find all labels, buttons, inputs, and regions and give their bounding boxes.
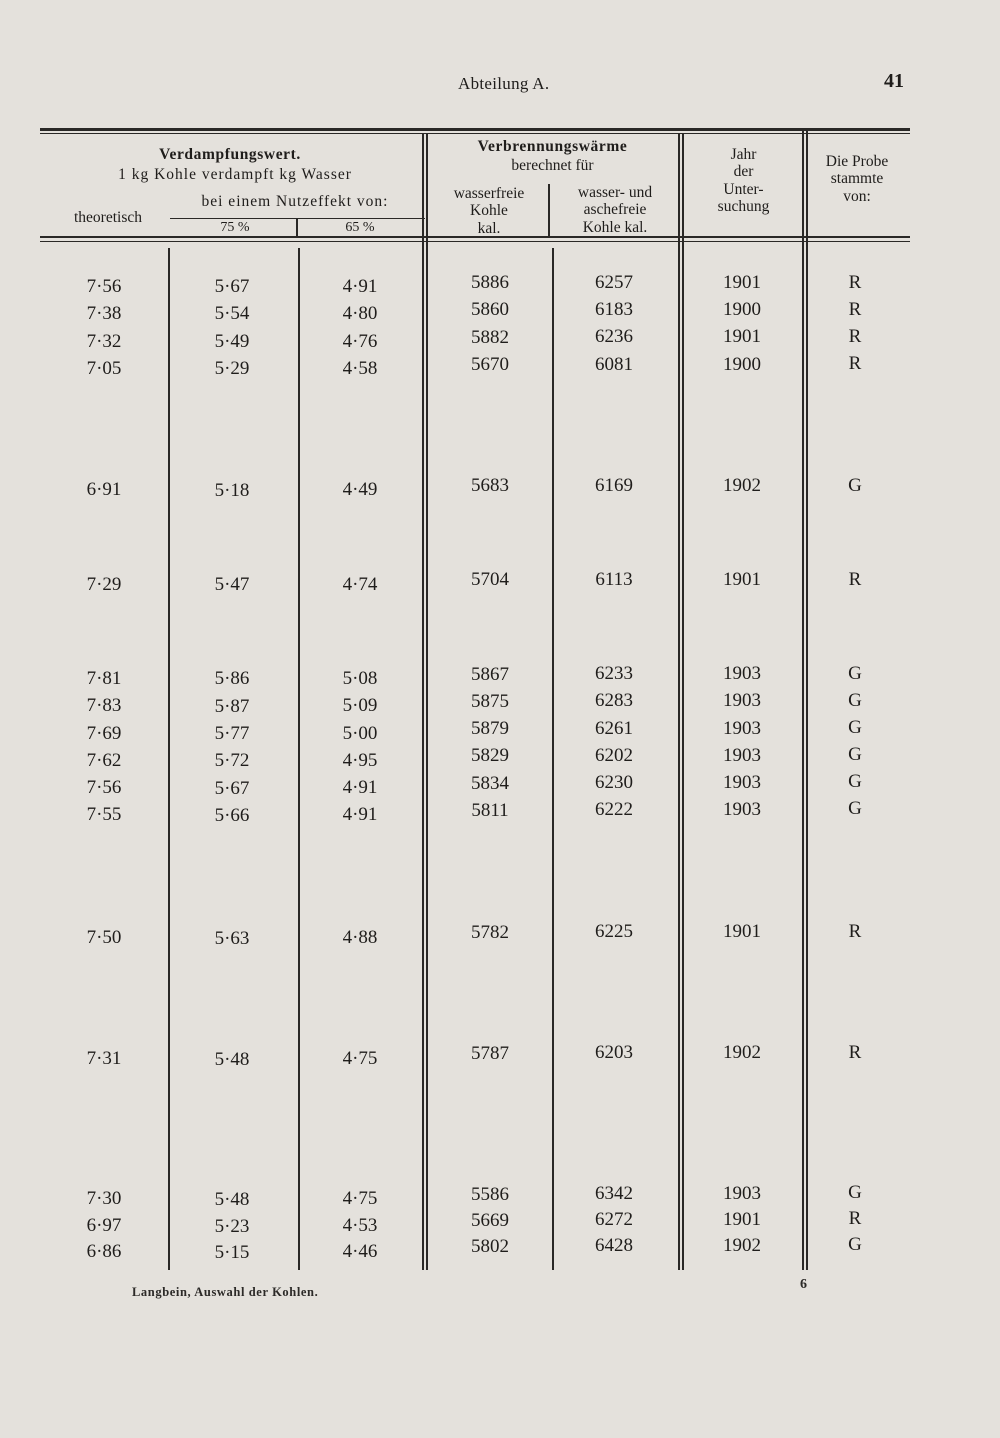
cell-jahr: 1903 (723, 717, 761, 739)
cell-probe: G (848, 1181, 862, 1203)
cell-jahr: 1900 (723, 353, 761, 375)
cell-probe: G (848, 1234, 862, 1255)
col-header-line: Kohle kal. (582, 218, 648, 236)
cell-65: 4·80 (342, 303, 378, 325)
cell-probe: G (848, 662, 862, 684)
cell-theoretisch: 6·97 (86, 1214, 122, 1236)
cell-aschefreie: 6222 (595, 799, 633, 821)
column-divider (298, 248, 300, 1270)
col-header-line: Unter- (723, 180, 764, 198)
group2-title: Verbrennungswärme (477, 138, 628, 155)
cell-75: 5·66 (214, 805, 250, 827)
cell-75: 5·23 (214, 1215, 250, 1237)
cell-aschefreie: 6183 (595, 299, 633, 321)
column-divider (682, 134, 684, 1270)
cell-probe: R (848, 326, 862, 348)
column-divider (422, 134, 424, 1270)
col-header-theoretisch: theoretisch (73, 209, 142, 226)
cell-jahr: 1903 (723, 799, 761, 821)
cell-wasserfreie: 5860 (471, 299, 509, 321)
cell-aschefreie: 6236 (595, 326, 633, 348)
running-head: Abteilung A. (458, 74, 550, 93)
col-header-75: 75 % (220, 220, 250, 235)
cell-jahr: 1902 (723, 1042, 761, 1064)
cell-65: 4·91 (342, 777, 378, 799)
cell-theoretisch: 7·56 (86, 276, 122, 297)
cell-aschefreie: 6169 (595, 474, 633, 496)
column-divider (548, 184, 550, 238)
cell-jahr: 1900 (723, 299, 761, 321)
cell-aschefreie: 6257 (595, 272, 633, 293)
cell-75: 5·72 (214, 750, 250, 772)
cell-65: 4·75 (342, 1188, 378, 1210)
cell-aschefreie: 6342 (595, 1182, 633, 1204)
cell-wasserfreie: 5811 (471, 799, 509, 821)
cell-65: 4·46 (342, 1241, 378, 1262)
col-header-65: 65 % (345, 220, 375, 235)
cell-75: 5·48 (214, 1189, 250, 1211)
cell-aschefreie: 6230 (595, 771, 633, 793)
cell-75: 5·63 (214, 927, 250, 949)
cell-75: 5·86 (214, 668, 250, 690)
cell-probe: G (848, 771, 862, 793)
col-header-line: der (733, 163, 754, 181)
cell-65: 5·08 (342, 667, 378, 689)
cell-75: 5·18 (214, 479, 250, 501)
header-bottom-rule-thin (40, 241, 910, 242)
cell-75: 5·48 (214, 1048, 250, 1070)
cell-theoretisch: 7·32 (86, 330, 122, 352)
cell-wasserfreie: 5782 (471, 922, 509, 943)
col-header-line: von: (843, 187, 871, 205)
cell-jahr: 1903 (723, 771, 761, 793)
cell-65: 4·88 (342, 926, 378, 948)
cell-65: 5·09 (342, 695, 378, 717)
col-header-line: Jahr (730, 146, 757, 163)
cell-wasserfreie: 5787 (471, 1043, 509, 1065)
cell-theoretisch: 7·30 (86, 1188, 122, 1210)
cell-probe: R (848, 299, 862, 321)
cell-75: 5·47 (214, 573, 250, 595)
col-header-line: suchung (717, 198, 770, 216)
cell-wasserfreie: 5829 (471, 745, 509, 767)
column-divider (168, 248, 170, 1270)
cell-jahr: 1902 (723, 474, 761, 496)
cell-wasserfreie: 5669 (471, 1209, 509, 1231)
cell-wasserfreie: 5875 (471, 690, 509, 712)
page-header (0, 68, 1000, 98)
col-header-line: Kohle (470, 202, 508, 220)
cell-theoretisch: 7·38 (86, 303, 122, 325)
cell-theoretisch: 7·81 (86, 667, 122, 689)
column-divider (678, 134, 680, 1270)
col-header-line: wasser- und (577, 184, 653, 201)
cell-theoretisch: 7·50 (86, 926, 122, 948)
cell-probe: R (848, 272, 862, 293)
cell-theoretisch: 7·29 (86, 573, 122, 595)
cell-probe: R (848, 1041, 862, 1063)
cell-theoretisch: 7·56 (86, 777, 122, 799)
cell-65: 4·76 (342, 330, 378, 352)
cell-probe: R (848, 920, 862, 942)
cell-probe: G (848, 798, 862, 820)
cell-aschefreie: 6283 (595, 690, 633, 712)
cell-aschefreie: 6428 (595, 1235, 633, 1256)
cell-theoretisch: 7·05 (86, 357, 122, 379)
cell-aschefreie: 6113 (595, 568, 633, 590)
col-header-line: Die Probe (825, 153, 889, 170)
cell-jahr: 1901 (723, 568, 761, 590)
col-header-probe (808, 153, 906, 205)
cell-75: 5·15 (214, 1242, 250, 1263)
cell-wasserfreie: 5704 (471, 569, 509, 591)
cell-75: 5·67 (214, 777, 250, 799)
cell-probe: R (848, 568, 862, 590)
cell-75: 5·67 (214, 276, 250, 297)
nutzeffekt-label: bei einem Nutzeffekt von: (201, 193, 389, 210)
cell-75: 5·49 (214, 330, 250, 352)
cell-aschefreie: 6081 (595, 353, 633, 375)
cell-probe: R (848, 1207, 862, 1229)
cell-jahr: 1901 (723, 326, 761, 348)
cell-65: 4·74 (342, 573, 378, 595)
cell-wasserfreie: 5867 (471, 663, 509, 685)
cell-65: 4·53 (342, 1214, 378, 1236)
cell-wasserfreie: 5802 (471, 1236, 509, 1257)
cell-75: 5·87 (214, 695, 250, 717)
footer-source: Langbein, Auswahl der Kohlen. (132, 1285, 319, 1299)
cell-theoretisch: 7·83 (86, 695, 122, 717)
cell-theoretisch: 6·86 (86, 1241, 122, 1262)
cell-theoretisch: 7·31 (86, 1048, 122, 1070)
cell-75: 5·54 (214, 303, 250, 325)
cell-probe: G (848, 474, 862, 496)
col-header-jahr (685, 146, 802, 215)
cell-wasserfreie: 5886 (471, 272, 509, 293)
top-rule (40, 128, 910, 131)
cell-aschefreie: 6225 (595, 921, 633, 943)
cell-75: 5·29 (214, 358, 250, 380)
column-divider (426, 134, 428, 1270)
cell-jahr: 1903 (723, 744, 761, 766)
cell-jahr: 1902 (723, 1235, 761, 1256)
cell-jahr: 1901 (723, 272, 761, 293)
col-header-wasserfreie (430, 185, 548, 237)
cell-jahr: 1901 (723, 921, 761, 943)
cell-65: 4·95 (342, 749, 378, 771)
cell-wasserfreie: 5882 (471, 326, 509, 348)
column-divider (296, 218, 298, 238)
cell-aschefreie: 6203 (595, 1042, 633, 1064)
cell-probe: G (848, 689, 862, 711)
cell-aschefreie: 6261 (595, 717, 633, 739)
col-header-line: stammte (830, 170, 884, 188)
cell-jahr: 1903 (723, 663, 761, 685)
cell-65: 4·91 (342, 276, 378, 297)
group1-subtitle: 1 kg Kohle verdampft kg Wasser (118, 166, 352, 183)
column-divider (802, 128, 804, 1270)
cell-probe: G (848, 744, 862, 766)
col-header-line: kal. (477, 219, 501, 237)
cell-jahr: 1901 (723, 1208, 761, 1230)
cell-65: 4·49 (342, 479, 378, 501)
cell-wasserfreie: 5586 (471, 1183, 509, 1205)
group1-title: Verdampfungswert. (159, 146, 301, 163)
header-sub-rule (170, 218, 425, 219)
cell-65: 4·91 (342, 804, 378, 826)
cell-65: 4·75 (342, 1048, 378, 1070)
cell-65: 4·58 (342, 357, 378, 379)
cell-wasserfreie: 5670 (471, 353, 509, 375)
col-header-line: wasserfreie (453, 185, 525, 202)
cell-wasserfreie: 5834 (471, 772, 509, 794)
cell-aschefreie: 6272 (595, 1208, 633, 1230)
top-rule-thin (40, 133, 910, 134)
page-number: 41 (884, 70, 904, 92)
cell-theoretisch: 7·69 (86, 722, 122, 744)
cell-theoretisch: 7·62 (86, 749, 122, 771)
cell-jahr: 1903 (723, 690, 761, 712)
cell-wasserfreie: 5683 (471, 475, 509, 496)
cell-probe: R (848, 353, 862, 375)
cell-theoretisch: 6·91 (86, 479, 122, 501)
cell-aschefreie: 6202 (595, 744, 633, 766)
cell-aschefreie: 6233 (595, 663, 633, 685)
group2-subtitle: berechnet für (511, 157, 594, 174)
col-header-line: aschefreie (583, 201, 647, 219)
cell-jahr: 1903 (723, 1182, 761, 1204)
column-divider (552, 248, 554, 1270)
col-header-aschefreie (554, 184, 676, 236)
cell-65: 5·00 (342, 722, 378, 744)
cell-probe: G (848, 717, 862, 738)
cell-wasserfreie: 5879 (471, 718, 509, 739)
cell-theoretisch: 7·55 (86, 804, 122, 826)
cell-75: 5·77 (214, 723, 250, 744)
signature-mark: 6 (800, 1277, 807, 1292)
